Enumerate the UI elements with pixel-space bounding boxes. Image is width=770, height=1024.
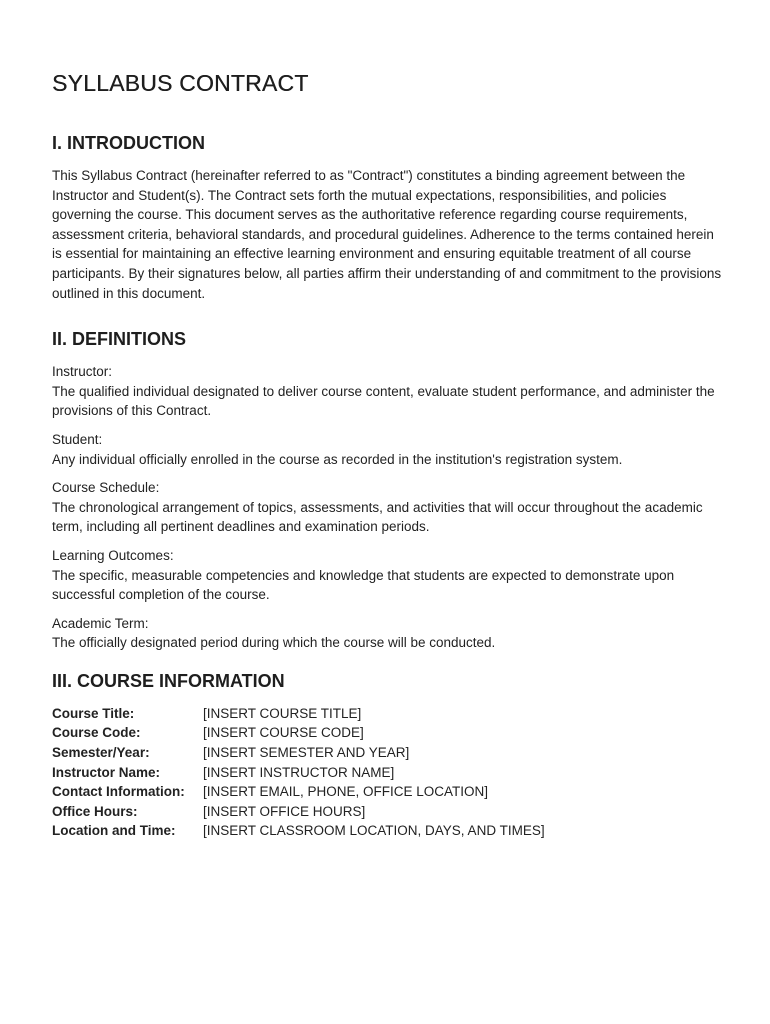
info-row-semester-year bbox=[52, 743, 722, 763]
definitions-section bbox=[52, 329, 722, 653]
definitions-list bbox=[52, 362, 722, 653]
definition-term: Learning Outcomes: bbox=[52, 547, 174, 563]
info-row-course-code bbox=[52, 723, 722, 743]
definition-description: Any individual officially enrolled in the course as recorded in the institution's registration system. bbox=[52, 451, 623, 467]
definition-description: The specific, measurable competencies and knowledge that students are expected to demonstrate upon successful completion of the course. bbox=[52, 567, 675, 603]
definitions-heading: II. DEFINITIONS bbox=[52, 329, 187, 350]
info-row-instructor-name bbox=[52, 763, 722, 783]
info-label: Contact Information: bbox=[52, 784, 185, 800]
info-row-contact-information bbox=[52, 782, 722, 802]
definition-item bbox=[52, 614, 722, 653]
info-label: Location and Time: bbox=[52, 823, 176, 839]
info-row-course-title bbox=[52, 704, 722, 724]
definition-description: The officially designated period during which the course will be conducted. bbox=[52, 635, 496, 651]
course-information-heading: III. COURSE INFORMATION bbox=[52, 670, 285, 691]
info-value: [INSERT EMAIL, PHONE, OFFICE LOCATION] bbox=[203, 784, 489, 800]
info-value: [INSERT CLASSROOM LOCATION, DAYS, AND TIMES] bbox=[203, 823, 545, 839]
info-row-office-hours bbox=[52, 802, 722, 822]
definition-term: Academic Term: bbox=[52, 615, 149, 631]
info-value: [INSERT SEMESTER AND YEAR] bbox=[203, 745, 410, 761]
definition-term: Student: bbox=[52, 431, 103, 447]
definition-term: Course Schedule: bbox=[52, 480, 160, 496]
document-title: SYLLABUS CONTRACT bbox=[52, 70, 309, 96]
info-label: Course Code: bbox=[52, 725, 141, 741]
definition-term: Instructor: bbox=[52, 364, 113, 380]
introduction-heading: I. INTRODUCTION bbox=[52, 133, 205, 153]
definition-description: The chronological arrangement of topics, assessments, and activities that will occur throughout the academic term, including all pertinent deadlines and examination periods. bbox=[52, 499, 703, 535]
info-value: [INSERT COURSE TITLE] bbox=[203, 705, 362, 721]
info-label: Course Title: bbox=[52, 705, 135, 721]
info-value: [INSERT COURSE CODE] bbox=[203, 725, 364, 741]
definition-item bbox=[52, 546, 722, 605]
course-information-section bbox=[52, 671, 722, 841]
info-value: [INSERT INSTRUCTOR NAME] bbox=[203, 764, 395, 780]
info-label: Instructor Name: bbox=[52, 764, 161, 780]
document-page bbox=[52, 70, 722, 841]
definition-description: The qualified individual designated to deliver course content, evaluate student performance, and administer the provisions of this Contract. bbox=[52, 383, 715, 419]
definition-item bbox=[52, 362, 722, 421]
info-value: [INSERT OFFICE HOURS] bbox=[203, 803, 366, 819]
info-row-location-and-time bbox=[52, 821, 722, 841]
definition-item bbox=[52, 478, 722, 537]
introduction-paragraph: This Syllabus Contract (hereinafter referred to as "Contract") constitutes a binding agreement between the Instructor and Student(s). The Contract sets forth the mutual expectations, responsibilities, and policies governing the course. This document serves as the authoritative reference regarding course requirements, assessment criteria, behavioral standards, and procedural guidelines. Adherence to the terms contained herein is essential for maintaining an effective learning environment and ensuring equitable treatment of all course participants. By their signatures below, all parties affirm their understanding of and commitment to the provisions outlined in this document. bbox=[52, 168, 722, 301]
introduction-section bbox=[52, 133, 722, 303]
info-label: Office Hours: bbox=[52, 803, 138, 819]
course-information-table bbox=[52, 704, 722, 841]
definition-item bbox=[52, 430, 722, 469]
info-label: Semester/Year: bbox=[52, 745, 150, 761]
